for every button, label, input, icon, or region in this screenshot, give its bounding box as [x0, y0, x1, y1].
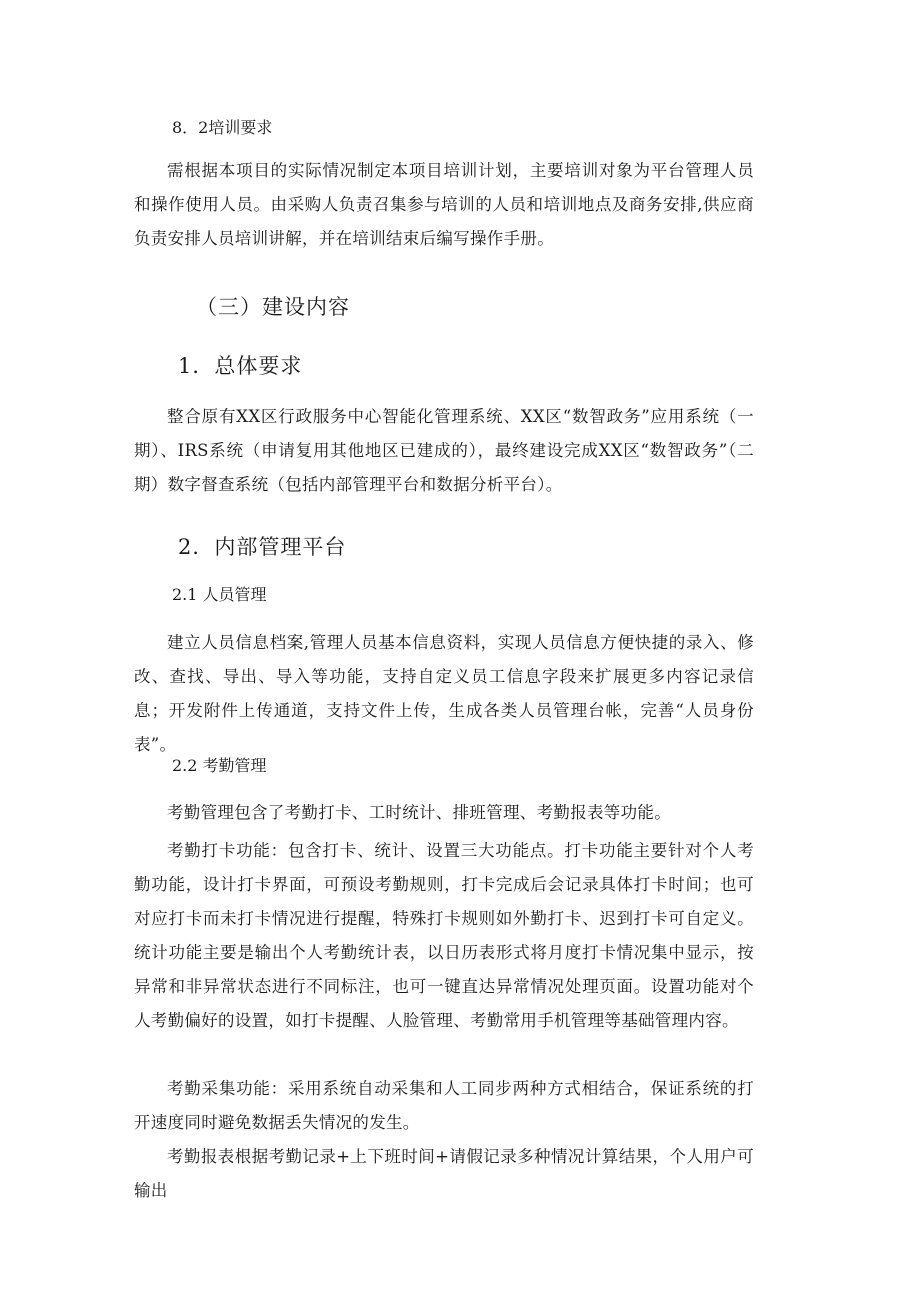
section-3-heading: （三）建设内容 — [196, 295, 350, 319]
section-2-1-heading: 2.1 人员管理 — [172, 585, 267, 604]
attendance-punch-paragraph: 考勤打卡功能：包含打卡、统计、设置三大功能点。打卡功能主要针对个人考勤功能，设计打卡界面，可预设考勤规则，打卡完成后会记录具体打卡时间；也可对应打卡而未打卡情况进行提醒，特殊打卡规则如外勤打卡、迟到打卡可自定义。统计功能主要是输出个人考勤统计表，以日历表形式将月度打卡情况集中显示，按异常和非异常状态进行不同标注，也可一键直达异常情况处理页面。设置功能对个人考勤偏好的设置，如打卡提醒、人脸管理、考勤常用手机管理等基础管理内容。 — [134, 841, 754, 1030]
heading-1-overall-requirements: 1．总体要求 — [178, 354, 303, 378]
heading-2-internal-platform: 2．内部管理平台 — [178, 535, 347, 559]
section-2-2-heading: 2.2 考勤管理 — [172, 756, 267, 775]
overall-requirements-paragraph: 整合原有XX区行政服务中心智能化管理系统、XX区“数智政务”应用系统（一期）、IRS系统（申请复用其他地区已建成的），最终建设完成XX区“数智政务”（二期）数字督查系统（包括内部管理平台和数据分析平台）。 — [134, 407, 754, 494]
section-8-2-paragraph: 需根据本项目的实际情况制定本项目培训计划，主要培训对象为平台管理人员和操作使用人员。由采购人负责召集参与培训的人员和培训地点及商务安排,供应商负责安排人员培训讲解，并在培训结束后编写操作手册。 — [134, 161, 754, 248]
attendance-collection-paragraph: 考勤采集功能：采用系统自动采集和人工同步两种方式相结合，保证系统的打开速度同时避免数据丢失情况的发生。 — [134, 1079, 754, 1132]
attendance-intro-paragraph: 考勤管理包含了考勤打卡、工时统计、排班管理、考勤报表等功能。 — [167, 803, 671, 822]
section-8-2-heading: 8．2培训要求 — [172, 118, 273, 137]
personnel-management-paragraph: 建立人员信息档案,管理人员基本信息资料，实现人员信息方便快捷的录入、修改、查找、导出、导入等功能，支持自定义员工信息字段来扩展更多内容记录信息；开发附件上传通道，支持文件上传，生成各类人员管理台帐，完善“人员身份表”。 — [134, 633, 754, 754]
attendance-report-paragraph: 考勤报表根据考勤记录+上下班时间+请假记录多种情况计算结果，个人用户可输出 — [134, 1147, 754, 1200]
